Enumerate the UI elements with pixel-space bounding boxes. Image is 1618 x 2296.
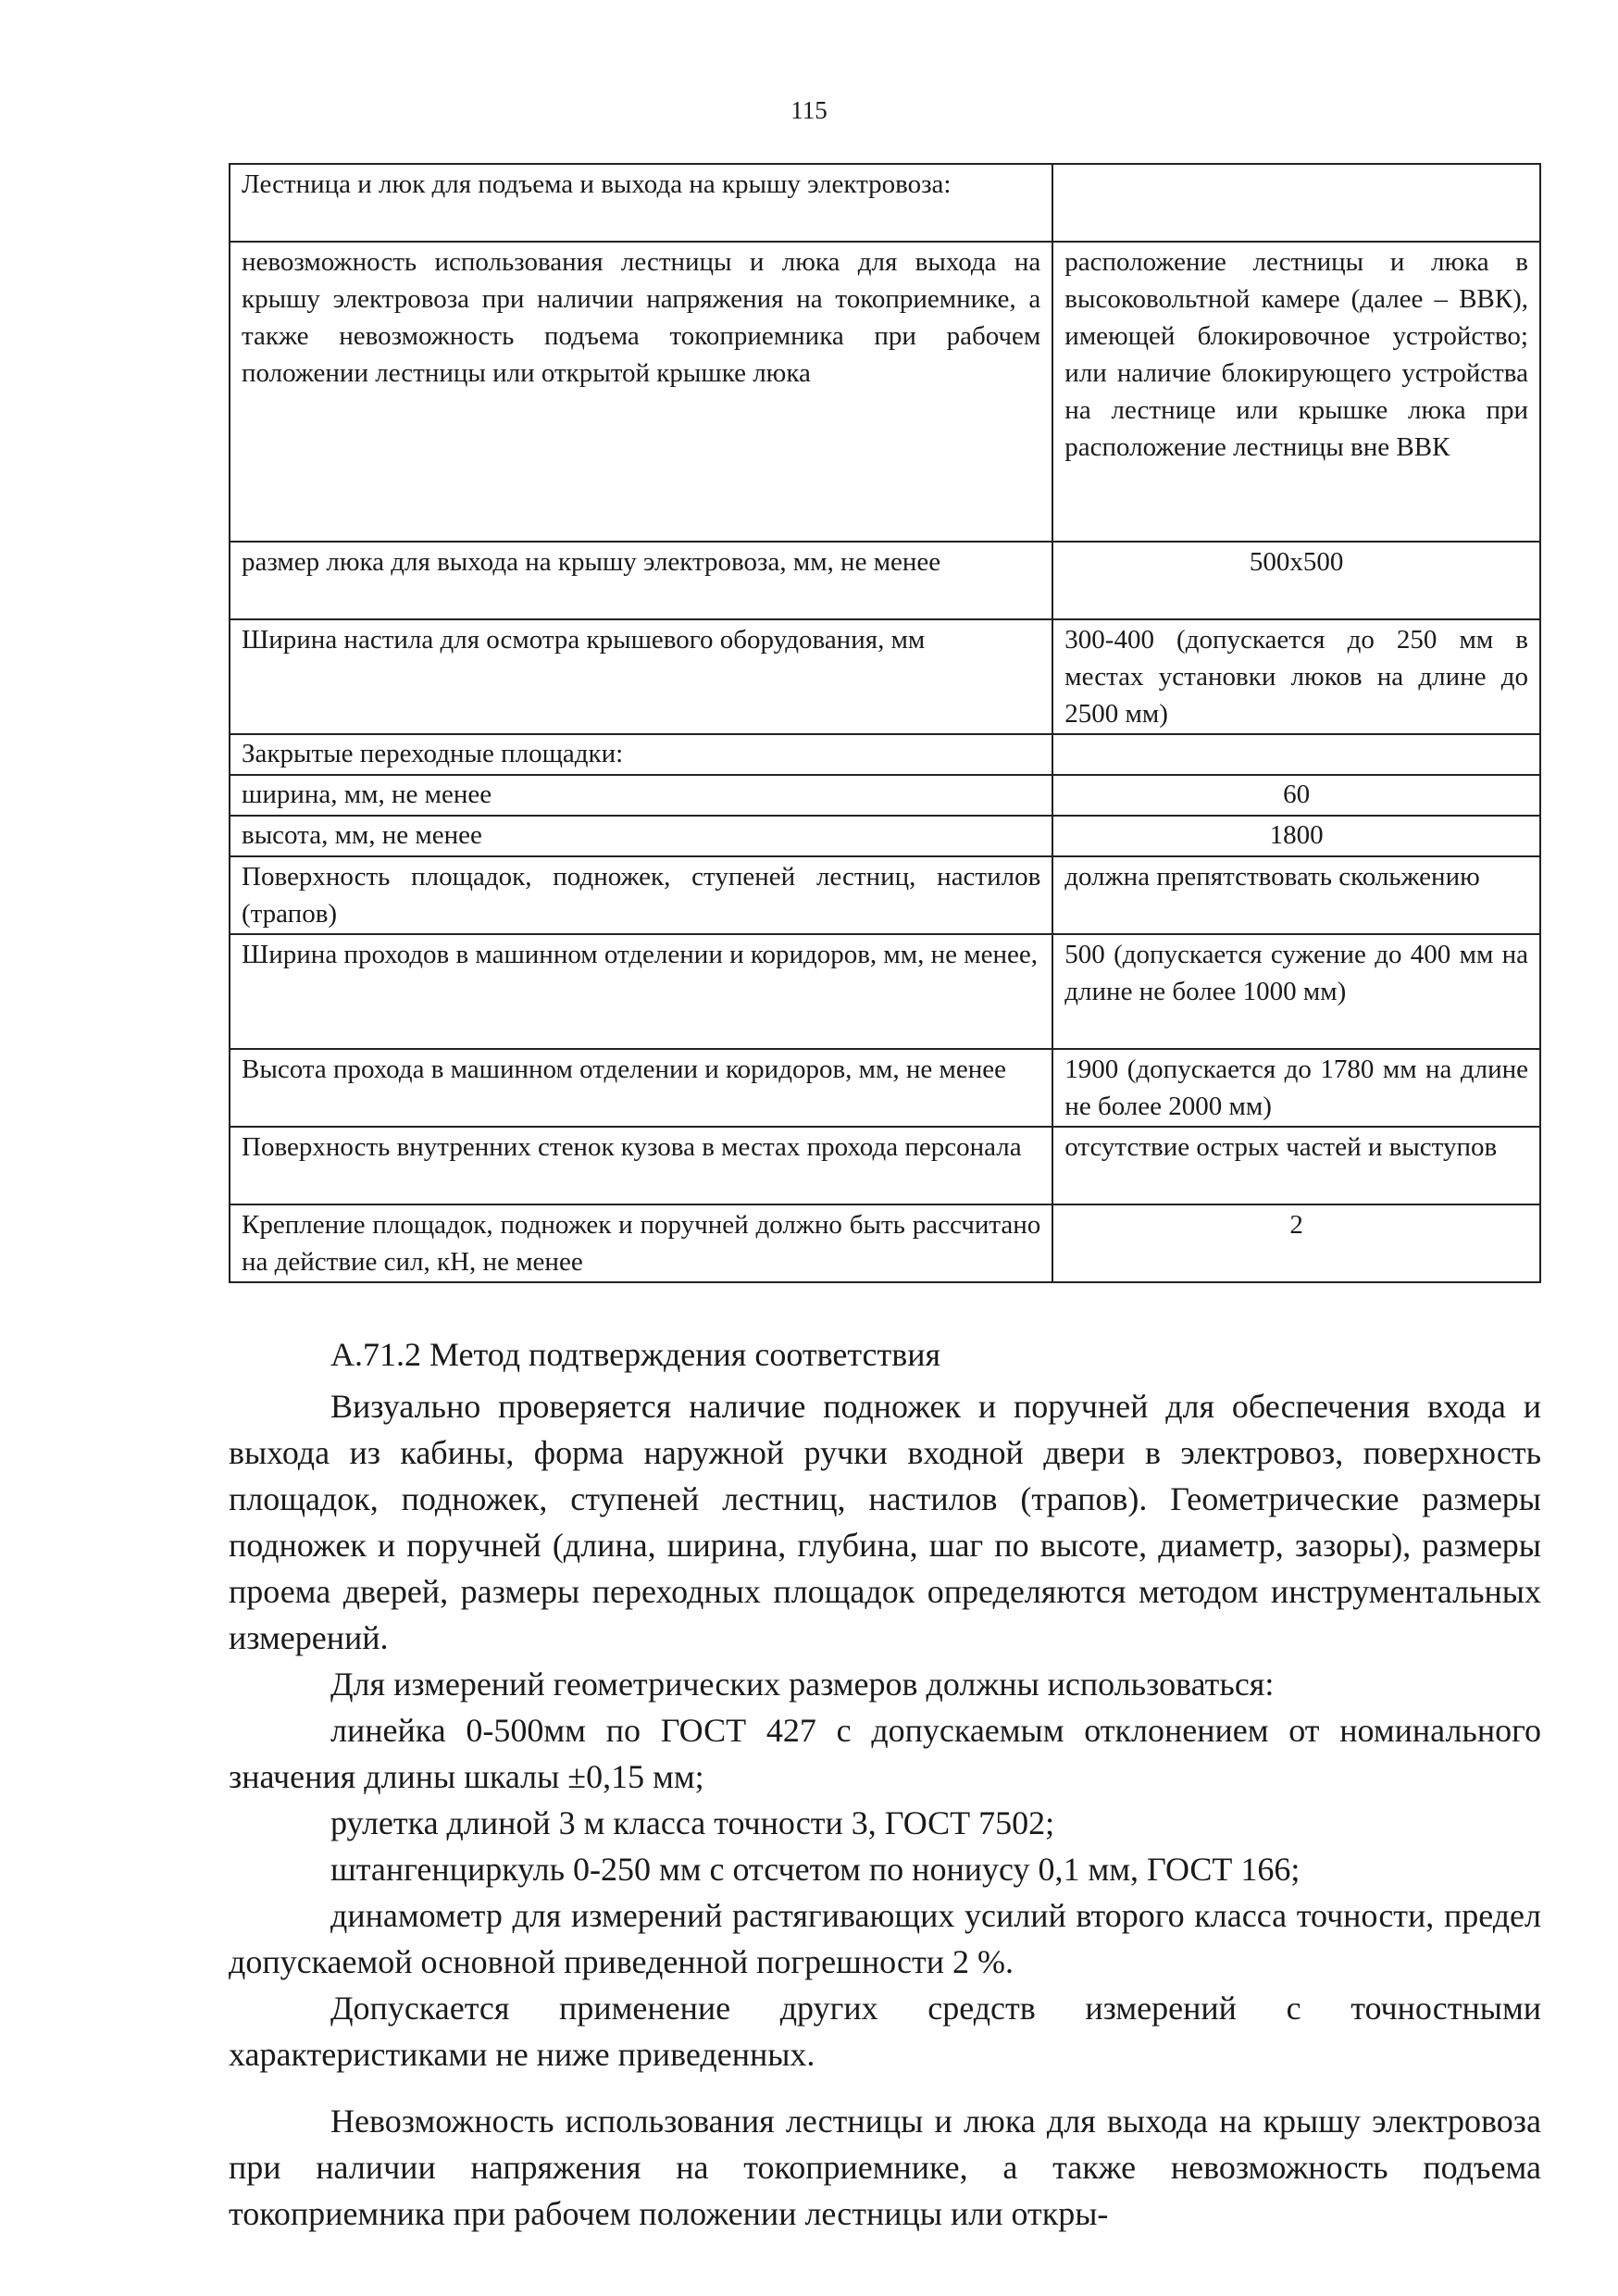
- table-cell-param: размер люка для выхода на крышу электровоза, мм, не менее: [230, 542, 1052, 619]
- table-cell-value: 1900 (допускается до 1780 мм на длине не более 2000 мм): [1052, 1049, 1540, 1127]
- table-row: [230, 164, 1540, 242]
- table-row: [230, 1127, 1540, 1204]
- table-row: [230, 619, 1540, 734]
- table-row: [230, 1204, 1540, 1282]
- paragraph: Визуально проверяется наличие подножек и поручней для обеспечения входа и выхода из кабины, форма наружной ручки входной двери в электровоз, поверхность площадок, подножек, ступеней лестниц, настилов (трапов). Геометрические размеры подножек и поручней (длина, ширина, глубина, шаг по высоте, диаметр, зазоры), размеры проема дверей, размеры переходных площадок определяются методом инструментальных измерений.: [229, 1388, 1541, 1656]
- table-row: [230, 934, 1540, 1049]
- table-cell-value: расположение лестницы и люка в высоковольтной камере (далее – ВВК), имеющей блокировочное устройство; или наличие блокирующего устройства на лестнице или крышке люка при расположение лестницы вне ВВК: [1052, 242, 1540, 542]
- paragraph: Для измерений геометрических размеров должны использоваться:: [330, 1666, 1275, 1703]
- table-cell-param: Ширина проходов в машинном отделении и коридоров, мм, не менее,: [230, 934, 1052, 1049]
- list-item: линейка 0-500мм по ГОСТ 427 с допускаемым отклонением от номинального значения длины шкалы ±0,15 мм;: [229, 1712, 1541, 1795]
- table-row: [230, 734, 1540, 775]
- table-cell-value: 500 (допускается сужение до 400 мм на длине не более 1000 мм): [1052, 934, 1540, 1049]
- table-cell-param: Закрытые переходные площадки:: [230, 734, 1052, 775]
- table-cell-value: должна препятствовать скольжению: [1052, 856, 1540, 934]
- table-cell-param: ширина, мм, не менее: [230, 775, 1052, 816]
- table-cell-value: 1800: [1052, 816, 1540, 856]
- table-cell-param: Крепление площадок, подножек и поручней должно быть рассчитано на действие сил, кН, не менее: [230, 1204, 1052, 1282]
- table-cell-param: высота, мм, не менее: [230, 816, 1052, 856]
- table-row: [230, 856, 1540, 934]
- table-cell-value: отсутствие острых частей и выступов: [1052, 1127, 1540, 1204]
- table-cell-param: Ширина настила для осмотра крышевого оборудования, мм: [230, 619, 1052, 734]
- table-cell-value: 60: [1052, 775, 1540, 816]
- table-cell-param: Лестница и люк для подъема и выхода на крышу электровоза:: [230, 164, 1052, 242]
- table-cell-param: Поверхность внутренних стенок кузова в местах прохода персонала: [230, 1127, 1052, 1204]
- table-cell-value: 500х500: [1052, 542, 1540, 619]
- table-cell-param: невозможность использования лестницы и люка для выхода на крышу электровоза при наличии напряжения на токоприемнике, а также невозможность подъема токоприемника при рабочем положении лестницы или открытой крышке люка: [230, 242, 1052, 542]
- paragraph: Невозможность использования лестницы и люка для выхода на крышу электровоза при наличии напряжения на токоприемнике, а также невозможность подъема токоприемника при рабочем положении лестницы или откры-: [229, 2103, 1541, 2232]
- list-item: рулетка длиной 3 м класса точности 3, ГОСТ 7502;: [330, 1804, 1055, 1841]
- table-cell-value: 2: [1052, 1204, 1540, 1282]
- table-row: [230, 1049, 1540, 1127]
- table-row: [230, 816, 1540, 856]
- list-item: динамометр для измерений растягивающих усилий второго класса точности, предел допускаемой основной приведенной погрешности 2 %.: [229, 1897, 1541, 1980]
- table-cell-value: [1052, 734, 1540, 775]
- table-cell-param: Высота прохода в машинном отделении и коридоров, мм, не менее: [230, 1049, 1052, 1127]
- table-row: [230, 542, 1540, 619]
- table-cell-value: 300-400 (допускается до 250 мм в местах установки люков на длине до 2500 мм): [1052, 619, 1540, 734]
- table-row: [230, 242, 1540, 542]
- requirements-table: [229, 163, 1541, 1283]
- body-text: [229, 1331, 1541, 2237]
- section-title: А.71.2 Метод подтверждения соответствия: [330, 1336, 941, 1373]
- page-number: 115: [790, 96, 828, 124]
- paragraph: Допускается применение других средств измерений с точностными характеристиками не ниже приведенных.: [229, 1990, 1541, 2073]
- list-item: штангенциркуль 0-250 мм с отсчетом по нониусу 0,1 мм, ГОСТ 166;: [330, 1851, 1301, 1888]
- table-cell-value: [1052, 164, 1540, 242]
- table-row: [230, 775, 1540, 816]
- table-cell-param: Поверхность площадок, подножек, ступеней лестниц, настилов (трапов): [230, 856, 1052, 934]
